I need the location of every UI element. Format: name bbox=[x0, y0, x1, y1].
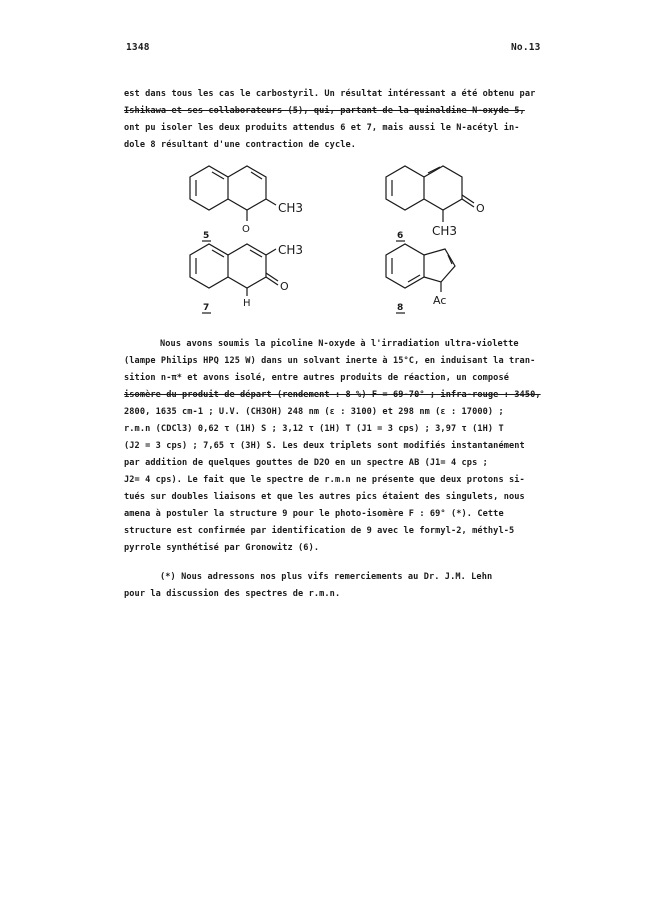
s5-oxide-label: O bbox=[242, 224, 250, 235]
footnote-line-1: (*) Nous adressons nos plus vifs remerciements au Dr. J.M. Lehn bbox=[160, 572, 493, 582]
issue-number: No.13 bbox=[511, 42, 541, 53]
footnote-line-2: pour la discussion des spectres de r.m.n. bbox=[124, 589, 341, 599]
s7-number: 7 bbox=[203, 303, 210, 313]
para1-line-4: dole 8 résultant d'une contraction de cycle. bbox=[124, 140, 357, 150]
s6-carbonyl-label: O bbox=[476, 202, 485, 215]
para2-line-9: J2= 4 cps). Le fait que le spectre de r.m.n ne présente que deux protons si- bbox=[124, 475, 525, 485]
s7-methyl-label: CH3 bbox=[278, 243, 304, 257]
structure-6 bbox=[386, 166, 485, 241]
structure-5 bbox=[190, 166, 303, 241]
para2-line-13: pyrrole synthétisé par Gronowitz (6). bbox=[124, 543, 320, 553]
structure-8 bbox=[386, 244, 455, 313]
para1-line-1: est dans tous les cas le carbostyril. Un résultat intéressant a été obtenu par bbox=[124, 89, 536, 99]
para2-line-2: (lampe Philips HPQ 125 W) dans un solvant inerte à 15°C, en induisant la tran- bbox=[124, 356, 536, 366]
para2-line-3: sition n-π* et avons isolé, entre autres produits de réaction, un composé bbox=[124, 373, 509, 383]
para1-line-2: Ishikawa et ses collaborateurs (5), qui, partant de la quinaldine N-oxyde 5, bbox=[124, 106, 525, 116]
para1-line-3: ont pu isoler les deux produits attendus 6 et 7, mais aussi le N-acétyl in- bbox=[124, 123, 520, 133]
s7-nh-label: H bbox=[243, 298, 251, 309]
para2-line-6: r.m.n (CDCl3) 0,62 τ (1H) S ; 3,12 τ (1H) T (J1 = 3 cps) ; 3,97 τ (1H) T bbox=[124, 424, 504, 434]
s8-number: 8 bbox=[397, 303, 404, 313]
para2-line-12: structure est confirmée par identification de 9 avec le formyl-2, méthyl-5 bbox=[124, 526, 515, 536]
s8-acetyl-label: Ac bbox=[433, 294, 447, 307]
para2-line-1: Nous avons soumis la picoline N-oxyde à l'irradiation ultra-violette bbox=[160, 339, 519, 349]
para2-line-4: isomère du produit de départ (rendement : 8 %) F = 69-70° ; infra-rouge : 3450, bbox=[124, 390, 541, 400]
s6-methyl-label: CH3 bbox=[432, 224, 458, 238]
para2-line-7: (J2 = 3 cps) ; 7,65 τ (3H) S. Les deux triplets sont modifiés instantanément bbox=[124, 441, 525, 451]
para2-line-10: tués sur doubles liaisons et que les autres pics étaient des singulets, nous bbox=[124, 492, 525, 502]
para2-line-5: 2800, 1635 cm-1 ; U.V. (CH3OH) 248 nm (ε : 3100) et 298 nm (ε : 17000) ; bbox=[124, 407, 504, 417]
s7-carbonyl-label: O bbox=[280, 280, 289, 293]
s5-methyl-label: CH3 bbox=[278, 201, 304, 215]
s5-number: 5 bbox=[203, 231, 210, 241]
page-number: 1348 bbox=[126, 42, 150, 53]
structure-7 bbox=[190, 243, 303, 313]
chemical-structures bbox=[0, 0, 672, 330]
para2-line-8: par addition de quelques gouttes de D2O en un spectre AB (J1= 4 cps ; bbox=[124, 458, 488, 468]
para2-line-11: amena à postuler la structure 9 pour le photo-isomère F : 69° (*). Cette bbox=[124, 509, 504, 519]
s6-number: 6 bbox=[397, 231, 404, 241]
